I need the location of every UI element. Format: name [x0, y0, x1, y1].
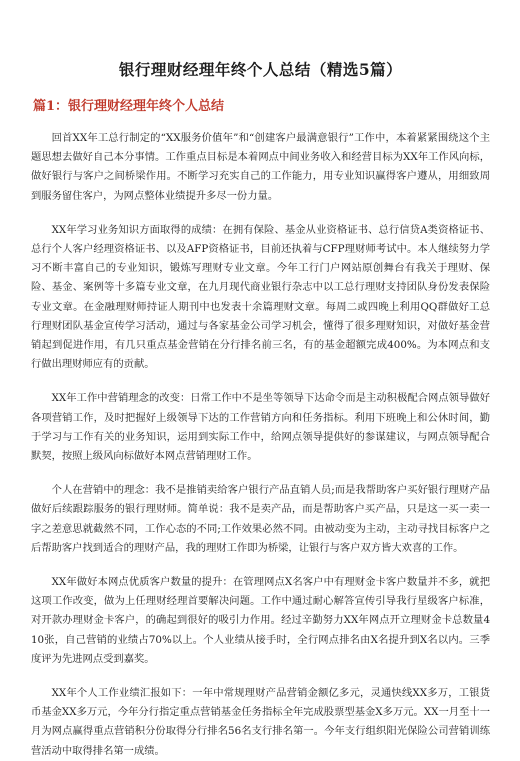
paragraph-4: 个人在营销中的理念：我不是推销卖给客户银行产品直销人员;而是我帮助客户买好银行理财产品做好后续跟踪服务的银行理财师。简单说：我不是卖产品，而是帮助客户买产品，只是这一买一卖一字之差意思就截然不同，工作心态的不同;工作效果必然不同。由被动变为主动，主动寻找目标客户之后帮助客户找到适合的理财产品，我的理财工作即为桥梁，让银行与客户双方皆大欢喜的工作。 [31, 484, 490, 554]
paragraph-1: 回首XX年工总行制定的“XX服务价值年”和“创建客户最满意银行”工作中，本着紧紧围绕这个主题思想去做好自己本分事情。工作重点目标是本着网点中间业务收入和经营目标为XX年工作风向标，做好银行与客户之间桥梁作用。不断学习充实自己的工作能力，用专业知识赢得客户遵从，用细致周到服务留住客户，为网点整体业绩提升多尽一份力量。 [31, 132, 490, 202]
paragraph-5: XX年做好本网点优质客户数量的提升：在管理网点X名客户中有理财金卡客户数量并不多，就把这项工作改变，做为上任理财经理首要解决问题。工作中通过耐心解答宣传引导我行星级客户标准，对开款办理财金卡客户，的确起到很好的吸引力作用。经过辛勤努力XX年网点开立理财金卡总数量410张，自己营销的业绩占70%以上。个人业绩从接手时，全行网点排名由X名提升到X名以内。三季度评为先进网点受到嘉奖。 [31, 576, 490, 665]
document-title: 银行理财经理年终个人总结（精选5篇） [118, 60, 403, 79]
paragraph-3: XX年工作中营销理念的改变：日常工作中不是坐等领导下达命令而是主动积极配合网点领导做好各项营销工作，及时把握好上级领导下达的工作营销方向和任务指标。利用下班晚上和公休时间，勤于学习与工作有关的业务知识，运用到实际工作中，给网点领导提供好的参谋建议，与网点领导配合默契，按照上级风向标做好本网点营销理财工作。 [31, 392, 490, 463]
paragraph-2: XX年学习业务知识方面取得的成绩：在拥有保险、基金从业资格证书、总行信贷A类资格证书、总行个人客户经理资格证书、以及AFP资格证书，目前还执着与CFP理财师考试中。本人继续努力学习不断丰富自己的专业知识，锻炼写理财专业文章。今年工行门户网站原创舞台有我关于理财、保险、基金、案例等十多篇专业文章，在九月现代商业银行杂志中以工总行理财支持团队身份发表保险专业文章。在金融理财师持证人期刊中也发表十余篇理财文章。每周二或四晚上利用QQ群做好工总行理财团队基金宣传学习活动，通过与各家基金公司学习机会，懂得了很多理财知识，对做好基金营销起到促进作用，有几只重点基金营销在分行排名前三名，有的基金超额完成400%。为本网点和支行做出理财师应有的贡献。 [31, 223, 490, 371]
section-heading: 篇1：银行理财经理年终个人总结 [33, 99, 225, 114]
paragraph-6: XX年个人工作业绩汇报如下：一年中常规理财产品营销金额亿多元，灵通快线XX多万，工银货币基金XX多万元，今年分行指定重点营销基金任务指标全年完成股票型基金X多万元。XX一月至十一月为网点赢得重点营销积分份取得分行排名56名支行排名第一。今年支行组织阳光保险公司营销训练营活动中取得排名第一成绩。 [31, 687, 490, 757]
